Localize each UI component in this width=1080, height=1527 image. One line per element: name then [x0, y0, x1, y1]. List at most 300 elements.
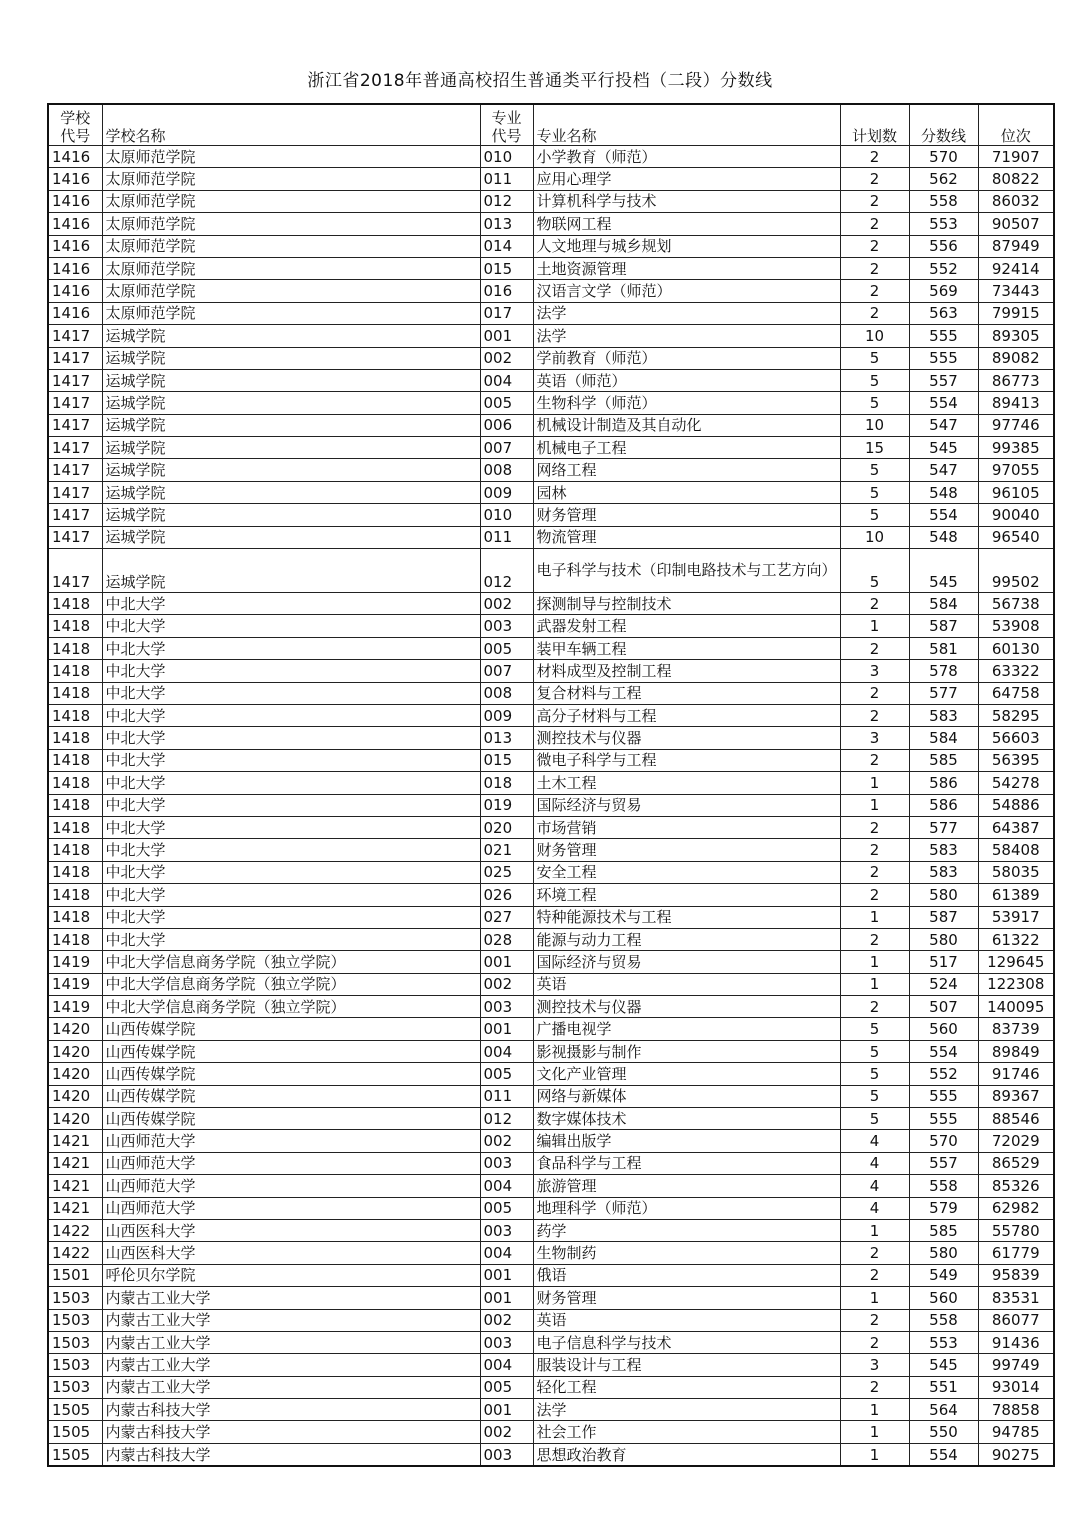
cell-school-code: 1420 — [48, 1018, 102, 1040]
cell-school-name: 中北大学 — [102, 727, 480, 749]
cell-school-code: 1421 — [48, 1152, 102, 1174]
cell-rank: 89367 — [978, 1085, 1054, 1107]
cell-major-name: 英语（师范） — [533, 369, 840, 391]
cell-score-line: 585 — [909, 1219, 978, 1241]
table-row — [48, 1152, 1054, 1174]
cell-score-line: 558 — [909, 190, 978, 212]
cell-score-line: 555 — [909, 347, 978, 369]
table-row — [48, 481, 1054, 503]
cell-score-line: 554 — [909, 392, 978, 414]
cell-major-code: 004 — [480, 1354, 533, 1376]
cell-rank: 56738 — [978, 593, 1054, 615]
cell-major-code: 002 — [480, 973, 533, 995]
cell-major-name: 环境工程 — [533, 884, 840, 906]
cell-major-code: 012 — [480, 190, 533, 212]
cell-major-code: 003 — [480, 1331, 533, 1353]
header-plan: 计划数 — [840, 104, 909, 146]
cell-major-code: 010 — [480, 504, 533, 526]
cell-rank: 99749 — [978, 1354, 1054, 1376]
cell-school-code: 1417 — [48, 459, 102, 481]
cell-school-code: 1418 — [48, 727, 102, 749]
cell-score-line: 583 — [909, 861, 978, 883]
cell-school-name: 内蒙古科技大学 — [102, 1421, 480, 1443]
cell-major-name: 社会工作 — [533, 1421, 840, 1443]
cell-school-code: 1416 — [48, 280, 102, 302]
cell-major-code: 007 — [480, 437, 533, 459]
cell-school-code: 1416 — [48, 302, 102, 324]
cell-plan-count: 1 — [840, 1219, 909, 1241]
cell-score-line: 553 — [909, 213, 978, 235]
cell-school-code: 1417 — [48, 481, 102, 503]
table-row — [48, 347, 1054, 369]
cell-major-code: 019 — [480, 794, 533, 816]
cell-plan-count: 1 — [840, 906, 909, 928]
cell-school-name: 山西师范大学 — [102, 1175, 480, 1197]
table-row — [48, 213, 1054, 235]
cell-school-code: 1503 — [48, 1354, 102, 1376]
header-school-name: 学校名称 — [102, 104, 480, 146]
cell-school-code: 1417 — [48, 437, 102, 459]
cell-score-line: 554 — [909, 1040, 978, 1062]
cell-rank: 64758 — [978, 682, 1054, 704]
cell-major-code: 005 — [480, 1197, 533, 1219]
cell-school-name: 运城学院 — [102, 437, 480, 459]
cell-plan-count: 5 — [840, 392, 909, 414]
cell-major-code: 020 — [480, 816, 533, 838]
cell-school-code: 1418 — [48, 704, 102, 726]
cell-plan-count: 5 — [840, 504, 909, 526]
cell-school-name: 太原师范学院 — [102, 280, 480, 302]
cell-major-name: 武器发射工程 — [533, 615, 840, 637]
cell-rank: 56395 — [978, 749, 1054, 771]
cell-rank: 89413 — [978, 392, 1054, 414]
cell-score-line: 579 — [909, 1197, 978, 1219]
cell-rank: 61322 — [978, 928, 1054, 950]
cell-rank: 63322 — [978, 660, 1054, 682]
cell-school-code: 1416 — [48, 190, 102, 212]
cell-major-name: 地理科学（师范） — [533, 1197, 840, 1219]
cell-major-name: 文化产业管理 — [533, 1063, 840, 1085]
cell-major-name: 网络工程 — [533, 459, 840, 481]
cell-major-code: 007 — [480, 660, 533, 682]
cell-major-code: 001 — [480, 325, 533, 347]
cell-school-name: 运城学院 — [102, 526, 480, 548]
cell-score-line: 557 — [909, 1152, 978, 1174]
cell-score-line: 570 — [909, 146, 978, 168]
cell-rank: 89082 — [978, 347, 1054, 369]
cell-major-code: 010 — [480, 146, 533, 168]
cell-major-code: 011 — [480, 168, 533, 190]
cell-score-line: 587 — [909, 615, 978, 637]
cell-school-code: 1420 — [48, 1108, 102, 1130]
table-row — [48, 302, 1054, 324]
cell-score-line: 580 — [909, 928, 978, 950]
cell-major-name: 物联网工程 — [533, 213, 840, 235]
table-row — [48, 1376, 1054, 1398]
cell-school-code: 1419 — [48, 951, 102, 973]
table-row — [48, 660, 1054, 682]
cell-school-name: 中北大学 — [102, 749, 480, 771]
cell-school-code: 1420 — [48, 1063, 102, 1085]
table-row — [48, 146, 1054, 168]
cell-major-code: 002 — [480, 1309, 533, 1331]
cell-major-code: 014 — [480, 235, 533, 257]
cell-major-code: 001 — [480, 1399, 533, 1421]
cell-major-code: 011 — [480, 526, 533, 548]
table-body — [48, 146, 1054, 1467]
cell-school-code: 1417 — [48, 392, 102, 414]
cell-major-name: 法学 — [533, 1399, 840, 1421]
cell-school-name: 运城学院 — [102, 369, 480, 391]
cell-major-name: 应用心理学 — [533, 168, 840, 190]
cell-rank: 61389 — [978, 884, 1054, 906]
table-row — [48, 414, 1054, 436]
cell-school-name: 呼伦贝尔学院 — [102, 1264, 480, 1286]
table-row — [48, 1242, 1054, 1264]
cell-school-name: 中北大学 — [102, 906, 480, 928]
table-row — [48, 1175, 1054, 1197]
cell-school-name: 内蒙古科技大学 — [102, 1399, 480, 1421]
cell-school-code: 1421 — [48, 1130, 102, 1152]
cell-plan-count: 1 — [840, 615, 909, 637]
cell-rank: 60130 — [978, 637, 1054, 659]
cell-school-code: 1416 — [48, 213, 102, 235]
cell-plan-count: 2 — [840, 593, 909, 615]
cell-major-name: 数字媒体技术 — [533, 1108, 840, 1130]
cell-major-code: 001 — [480, 1264, 533, 1286]
cell-school-code: 1503 — [48, 1309, 102, 1331]
header-major-code: 专业 代号 — [480, 104, 533, 146]
cell-school-name: 中北大学信息商务学院（独立学院） — [102, 996, 480, 1018]
cell-school-code: 1417 — [48, 549, 102, 593]
cell-school-code: 1418 — [48, 593, 102, 615]
cell-rank: 97746 — [978, 414, 1054, 436]
cell-rank: 99502 — [978, 549, 1054, 593]
cell-school-code: 1416 — [48, 168, 102, 190]
cell-school-code: 1420 — [48, 1085, 102, 1107]
cell-major-code: 003 — [480, 1443, 533, 1466]
cell-rank: 61779 — [978, 1242, 1054, 1264]
cell-major-code: 028 — [480, 928, 533, 950]
cell-score-line: 587 — [909, 906, 978, 928]
cell-school-name: 内蒙古工业大学 — [102, 1376, 480, 1398]
cell-school-name: 中北大学 — [102, 772, 480, 794]
table-row — [48, 772, 1054, 794]
cell-rank: 54886 — [978, 794, 1054, 816]
cell-score-line: 545 — [909, 437, 978, 459]
cell-major-name: 旅游管理 — [533, 1175, 840, 1197]
cell-plan-count: 4 — [840, 1152, 909, 1174]
cell-rank: 56603 — [978, 727, 1054, 749]
cell-school-name: 中北大学 — [102, 660, 480, 682]
cell-score-line: 562 — [909, 168, 978, 190]
cell-plan-count: 5 — [840, 1063, 909, 1085]
cell-major-name: 国际经济与贸易 — [533, 794, 840, 816]
cell-school-code: 1422 — [48, 1219, 102, 1241]
cell-rank: 86529 — [978, 1152, 1054, 1174]
cell-rank: 83531 — [978, 1287, 1054, 1309]
table-row — [48, 1197, 1054, 1219]
cell-school-name: 山西师范大学 — [102, 1197, 480, 1219]
cell-plan-count: 2 — [840, 280, 909, 302]
cell-school-code: 1420 — [48, 1040, 102, 1062]
table-row — [48, 794, 1054, 816]
cell-major-name: 土木工程 — [533, 772, 840, 794]
table-row — [48, 1443, 1054, 1466]
cell-score-line: 545 — [909, 549, 978, 593]
cell-plan-count: 4 — [840, 1175, 909, 1197]
cell-rank: 91436 — [978, 1331, 1054, 1353]
cell-rank: 78858 — [978, 1399, 1054, 1421]
table-row — [48, 1354, 1054, 1376]
cell-major-name: 装甲车辆工程 — [533, 637, 840, 659]
table-row — [48, 704, 1054, 726]
cell-major-code: 004 — [480, 1175, 533, 1197]
cell-school-name: 中北大学信息商务学院（独立学院） — [102, 973, 480, 995]
cell-rank: 58035 — [978, 861, 1054, 883]
cell-rank: 92414 — [978, 257, 1054, 279]
cell-school-code: 1505 — [48, 1443, 102, 1466]
cell-school-code: 1417 — [48, 325, 102, 347]
cell-plan-count: 1 — [840, 1287, 909, 1309]
cell-school-code: 1418 — [48, 928, 102, 950]
cell-plan-count: 2 — [840, 257, 909, 279]
cell-rank: 95839 — [978, 1264, 1054, 1286]
table-row — [48, 906, 1054, 928]
table-row — [48, 839, 1054, 861]
cell-school-name: 中北大学 — [102, 928, 480, 950]
cell-major-name: 测控技术与仪器 — [533, 727, 840, 749]
cell-school-code: 1417 — [48, 526, 102, 548]
cell-major-name: 服装设计与工程 — [533, 1354, 840, 1376]
cell-major-name: 财务管理 — [533, 504, 840, 526]
cell-score-line: 586 — [909, 794, 978, 816]
cell-school-name: 中北大学 — [102, 839, 480, 861]
table-row — [48, 1085, 1054, 1107]
table-row — [48, 257, 1054, 279]
cell-score-line: 552 — [909, 257, 978, 279]
cell-school-code: 1418 — [48, 660, 102, 682]
cell-plan-count: 1 — [840, 772, 909, 794]
cell-major-code: 005 — [480, 1376, 533, 1398]
table-row — [48, 727, 1054, 749]
cell-plan-count: 15 — [840, 437, 909, 459]
table-row — [48, 325, 1054, 347]
cell-score-line: 554 — [909, 504, 978, 526]
cell-rank: 87949 — [978, 235, 1054, 257]
cell-score-line: 585 — [909, 749, 978, 771]
table-row — [48, 168, 1054, 190]
cell-major-code: 015 — [480, 257, 533, 279]
cell-school-code: 1416 — [48, 257, 102, 279]
cell-major-name: 高分子材料与工程 — [533, 704, 840, 726]
cell-plan-count: 2 — [840, 749, 909, 771]
cell-score-line: 578 — [909, 660, 978, 682]
cell-score-line: 555 — [909, 1085, 978, 1107]
cell-major-name: 园林 — [533, 481, 840, 503]
cell-major-name: 思想政治教育 — [533, 1443, 840, 1466]
cell-score-line: 581 — [909, 637, 978, 659]
table-row — [48, 996, 1054, 1018]
cell-school-code: 1416 — [48, 146, 102, 168]
cell-school-code: 1418 — [48, 906, 102, 928]
cell-major-code: 004 — [480, 369, 533, 391]
cell-major-name: 轻化工程 — [533, 1376, 840, 1398]
table-row — [48, 973, 1054, 995]
cell-school-code: 1503 — [48, 1331, 102, 1353]
cell-rank: 91746 — [978, 1063, 1054, 1085]
cell-school-name: 中北大学 — [102, 884, 480, 906]
cell-major-code: 017 — [480, 302, 533, 324]
cell-major-code: 026 — [480, 884, 533, 906]
cell-major-code: 016 — [480, 280, 533, 302]
cell-score-line: 507 — [909, 996, 978, 1018]
score-table — [47, 103, 1055, 1467]
cell-major-name: 国际经济与贸易 — [533, 951, 840, 973]
cell-major-code: 004 — [480, 1242, 533, 1264]
cell-major-name: 财务管理 — [533, 839, 840, 861]
cell-score-line: 549 — [909, 1264, 978, 1286]
table-row — [48, 593, 1054, 615]
cell-school-code: 1421 — [48, 1175, 102, 1197]
cell-school-name: 中北大学 — [102, 816, 480, 838]
cell-plan-count: 5 — [840, 369, 909, 391]
cell-plan-count: 2 — [840, 1331, 909, 1353]
cell-school-name: 山西医科大学 — [102, 1242, 480, 1264]
cell-plan-count: 5 — [840, 459, 909, 481]
cell-score-line: 524 — [909, 973, 978, 995]
cell-school-code: 1417 — [48, 504, 102, 526]
cell-plan-count: 2 — [840, 213, 909, 235]
table-row — [48, 1399, 1054, 1421]
cell-major-name: 法学 — [533, 302, 840, 324]
cell-school-name: 运城学院 — [102, 481, 480, 503]
cell-school-name: 中北大学 — [102, 615, 480, 637]
cell-score-line: 547 — [909, 459, 978, 481]
cell-score-line: 569 — [909, 280, 978, 302]
cell-rank: 55780 — [978, 1219, 1054, 1241]
cell-rank: 71907 — [978, 146, 1054, 168]
cell-school-name: 内蒙古工业大学 — [102, 1287, 480, 1309]
cell-rank: 93014 — [978, 1376, 1054, 1398]
cell-major-name: 网络与新媒体 — [533, 1085, 840, 1107]
cell-major-code: 021 — [480, 839, 533, 861]
table-row — [48, 190, 1054, 212]
cell-score-line: 545 — [909, 1354, 978, 1376]
cell-score-line: 555 — [909, 1108, 978, 1130]
cell-major-name: 物流管理 — [533, 526, 840, 548]
cell-major-code: 002 — [480, 1421, 533, 1443]
cell-major-code: 009 — [480, 704, 533, 726]
table-row — [48, 1063, 1054, 1085]
cell-rank: 83739 — [978, 1018, 1054, 1040]
cell-school-name: 山西医科大学 — [102, 1219, 480, 1241]
table-row — [48, 1018, 1054, 1040]
cell-major-code: 003 — [480, 615, 533, 637]
cell-school-name: 中北大学 — [102, 682, 480, 704]
table-row — [48, 1264, 1054, 1286]
table-row — [48, 951, 1054, 973]
cell-score-line: 547 — [909, 414, 978, 436]
cell-major-code: 005 — [480, 392, 533, 414]
table-row — [48, 861, 1054, 883]
cell-plan-count: 2 — [840, 861, 909, 883]
cell-plan-count: 3 — [840, 727, 909, 749]
cell-score-line: 586 — [909, 772, 978, 794]
cell-score-line: 584 — [909, 593, 978, 615]
cell-plan-count: 2 — [840, 704, 909, 726]
cell-major-code: 003 — [480, 1152, 533, 1174]
cell-school-code: 1503 — [48, 1376, 102, 1398]
cell-major-code: 002 — [480, 593, 533, 615]
cell-school-name: 内蒙古科技大学 — [102, 1443, 480, 1466]
header-score: 分数线 — [909, 104, 978, 146]
table-row — [48, 1287, 1054, 1309]
cell-major-name: 药学 — [533, 1219, 840, 1241]
cell-school-code: 1419 — [48, 996, 102, 1018]
cell-plan-count: 2 — [840, 928, 909, 950]
cell-plan-count: 2 — [840, 682, 909, 704]
cell-school-name: 山西传媒学院 — [102, 1085, 480, 1107]
table-row — [48, 1108, 1054, 1130]
cell-rank: 86077 — [978, 1309, 1054, 1331]
cell-major-name: 微电子科学与工程 — [533, 749, 840, 771]
cell-school-name: 运城学院 — [102, 459, 480, 481]
cell-major-code: 005 — [480, 1063, 533, 1085]
cell-plan-count: 2 — [840, 816, 909, 838]
cell-major-name: 俄语 — [533, 1264, 840, 1286]
cell-school-name: 山西师范大学 — [102, 1130, 480, 1152]
cell-major-code: 005 — [480, 637, 533, 659]
header-major-name: 专业名称 — [533, 104, 840, 146]
cell-score-line: 556 — [909, 235, 978, 257]
cell-school-code: 1418 — [48, 772, 102, 794]
cell-major-name: 生物制药 — [533, 1242, 840, 1264]
cell-major-name: 广播电视学 — [533, 1018, 840, 1040]
table-row — [48, 280, 1054, 302]
cell-rank: 58408 — [978, 839, 1054, 861]
page-title: 浙江省2018年普通高校招生普通类平行投档（二段）分数线 — [307, 71, 773, 91]
cell-major-code: 008 — [480, 682, 533, 704]
cell-school-name: 运城学院 — [102, 414, 480, 436]
cell-rank: 122308 — [978, 973, 1054, 995]
cell-major-code: 027 — [480, 906, 533, 928]
cell-school-name: 太原师范学院 — [102, 235, 480, 257]
cell-score-line: 552 — [909, 1063, 978, 1085]
cell-school-name: 太原师范学院 — [102, 190, 480, 212]
cell-rank: 79915 — [978, 302, 1054, 324]
cell-major-name: 影视摄影与制作 — [533, 1040, 840, 1062]
cell-school-name: 山西传媒学院 — [102, 1040, 480, 1062]
cell-school-name: 内蒙古工业大学 — [102, 1331, 480, 1353]
cell-score-line: 580 — [909, 1242, 978, 1264]
table-row — [48, 1331, 1054, 1353]
table-row — [48, 884, 1054, 906]
table-row — [48, 1309, 1054, 1331]
cell-score-line: 548 — [909, 481, 978, 503]
cell-rank: 53917 — [978, 906, 1054, 928]
cell-plan-count: 2 — [840, 302, 909, 324]
cell-score-line: 553 — [909, 1331, 978, 1353]
cell-major-name: 土地资源管理 — [533, 257, 840, 279]
cell-major-name: 财务管理 — [533, 1287, 840, 1309]
cell-score-line: 548 — [909, 526, 978, 548]
cell-plan-count: 2 — [840, 1309, 909, 1331]
cell-school-code: 1503 — [48, 1287, 102, 1309]
cell-major-code: 004 — [480, 1040, 533, 1062]
cell-plan-count: 1 — [840, 794, 909, 816]
cell-school-code: 1418 — [48, 794, 102, 816]
